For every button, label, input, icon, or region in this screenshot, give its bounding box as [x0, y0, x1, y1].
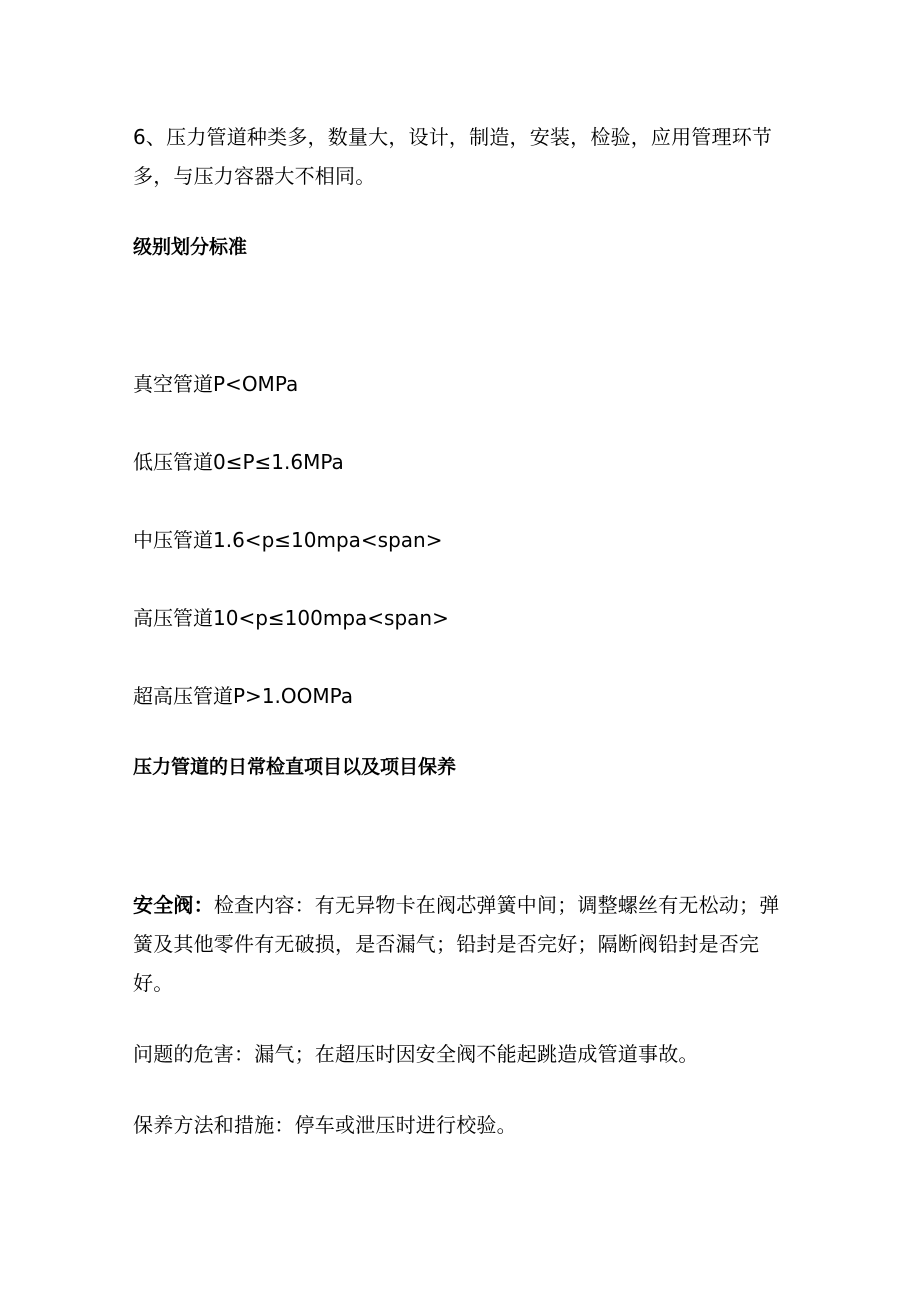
hazard-paragraph: 问题的危害：漏气；在超压时因安全阀不能起跳造成管道事故。 — [133, 1042, 699, 1066]
safety-valve-content: 检查内容：有无异物卡在阀芯弹簧中间；调整螺丝有无松动；弹簧及其他零件有无破损，是否漏气；铅封是否完好；隔断阀铅封是否完好。 — [133, 893, 780, 995]
grading-item-high: 高压管道10<p≤100mpa<span> — [133, 606, 449, 630]
document-content — [133, 118, 783, 1145]
safety-valve-paragraph — [133, 886, 783, 1003]
maintenance-paragraph: 保养方法和措施：停车或泄压时进行校验。 — [133, 1113, 517, 1137]
grading-heading: 级别划分标准 — [133, 236, 248, 258]
grading-item-vacuum: 真空管道P<OMPa — [133, 372, 299, 396]
inspection-heading: 压力管道的日常检直项目以及项目保养 — [133, 756, 457, 778]
grading-item-low: 低压管道0≤P≤1.6MPa — [133, 450, 344, 474]
grading-item-medium: 中压管道1.6<p≤10mpa<span> — [133, 528, 443, 552]
intro-paragraph: 6、压力管道种类多，数量大，设计，制造，安装，检验，应用管理环节多，与压力容器大不相同。 — [133, 125, 773, 188]
grading-item-ultra-high: 超高压管道P>1.OOMPa — [133, 684, 354, 708]
safety-valve-label: 安全阀： — [133, 893, 214, 917]
